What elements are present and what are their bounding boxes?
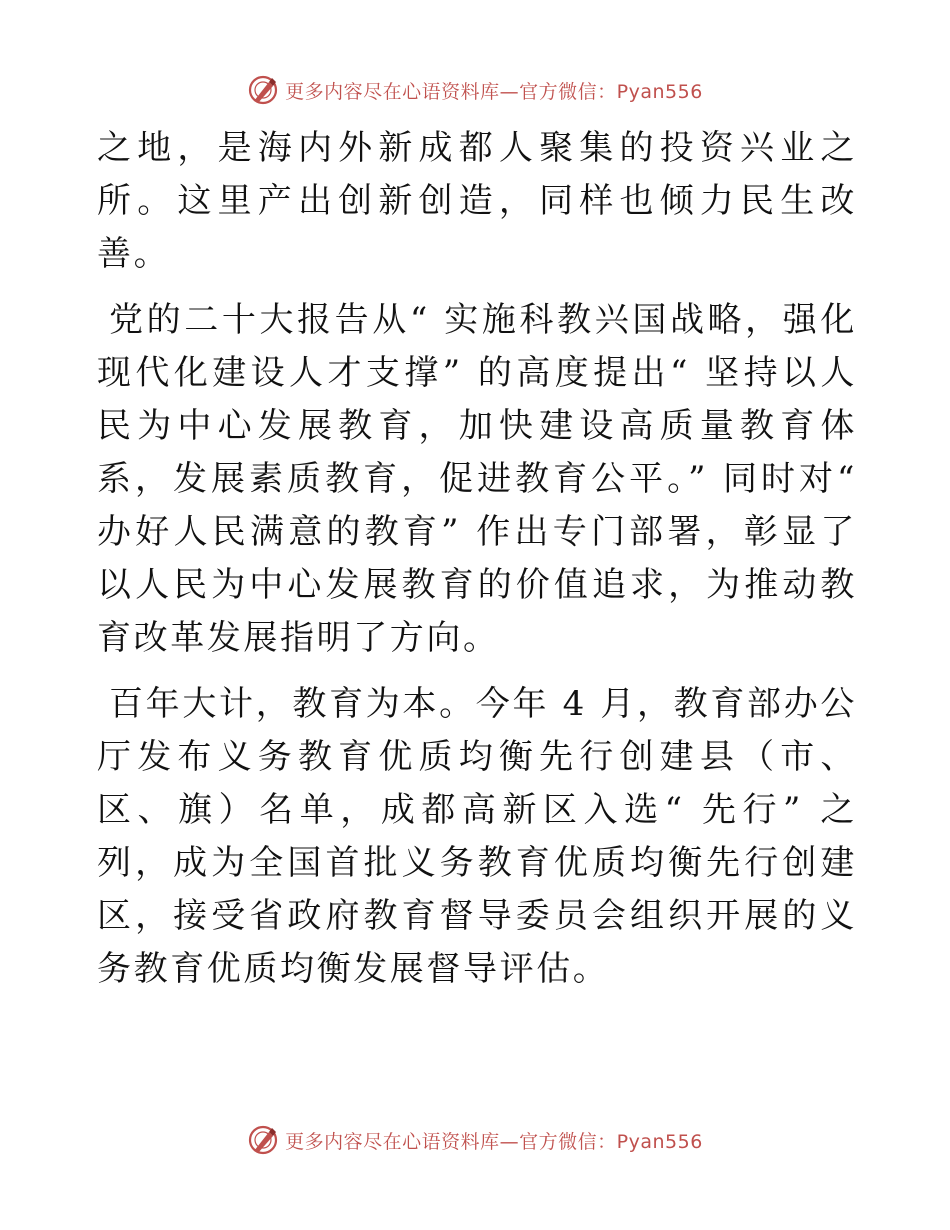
- banner-text: 更多内容尽在心语资料库—官方微信：Pyan556: [285, 1130, 703, 1153]
- paragraph-2: 党的二十大报告从“ 实施科教兴国战略，强化现代化建设人才支撑” 的高度提出“ 坚持以人民为中心发展教育，加快建设高质量教育体系，发展素质教育，促进教育公平。” 同时对“ 办好人民满意的教育” 作出专门部署，彰显了以人民为中心发展教育的价值追求，为推动教育改革发展指明了方向。: [97, 300, 857, 658]
- paragraph-1: 之地，是海内外新成都人聚集的投资兴业之所。这里产出创新创造，同样也倾力民生改善。: [97, 128, 857, 274]
- paragraph-3: 百年大计，教育为本。今年 4 月，教育部办公厅发布义务教育优质均衡先行创建县（市、区、旗）名单，成都高新区入选“ 先行” 之列，成为全国首批义务教育优质均衡先行创建区，接受省政府教育督导委员会组织开展的义务教育优质均衡发展督导评估。: [97, 684, 857, 989]
- pen-logo-icon: [247, 74, 279, 106]
- header-banner: [0, 70, 950, 110]
- footer-banner: [0, 1120, 950, 1160]
- document-body: [97, 122, 857, 1009]
- banner-text: 更多内容尽在心语资料库—官方微信：Pyan556: [285, 80, 703, 103]
- pen-logo-icon: [247, 1124, 279, 1156]
